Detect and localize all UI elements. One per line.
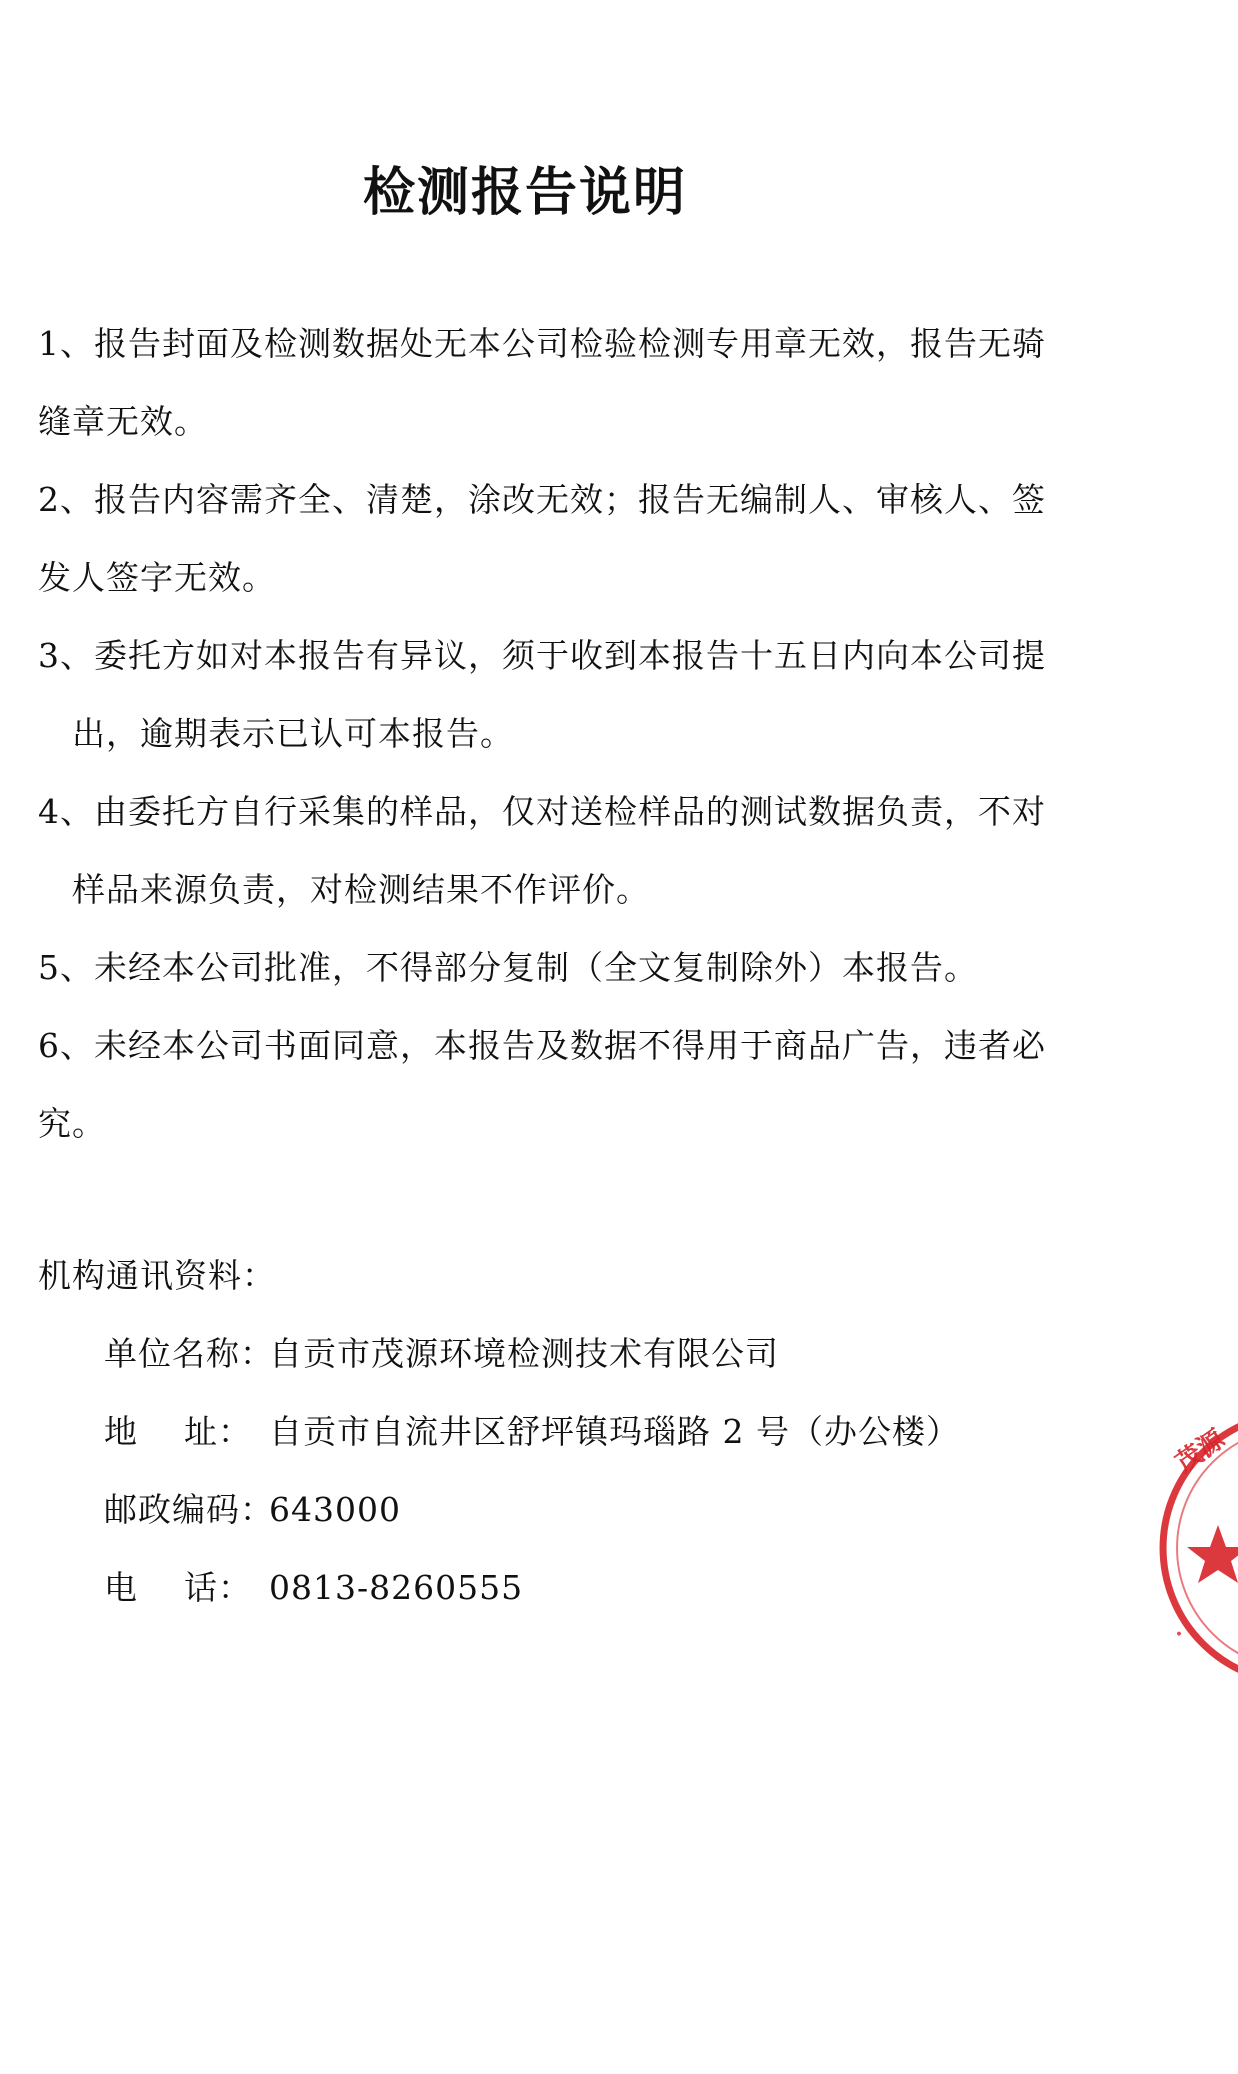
contact-value-address: 自贡市自流井区舒坪镇玛瑙路 2 号（办公楼） [269,1412,960,1451]
contact-label-phone: 电 话： [104,1568,252,1607]
contact-heading: 机构通讯资料： [38,1256,276,1295]
clause-2 [38,461,1046,617]
contact-label-address: 地 址： [104,1412,252,1451]
clause-3 [38,617,1046,773]
clause-3-line-2: 出，逾期表示已认可本报告。 [72,714,514,753]
clause-4 [38,773,1046,929]
clause-6 [38,1007,1046,1163]
contact-label-company: 单位名称： [104,1334,274,1373]
seal-star [1187,1525,1238,1583]
clause-1-line-2: 缝章无效。 [38,402,208,441]
contact-row-phone [104,1566,523,1610]
clause-2-line-2: 发人签字无效。 [38,558,276,597]
clause-4-line-2: 样品来源负责，对检测结果不作评价。 [72,870,650,909]
contact-row-postcode [104,1488,401,1532]
page-title: 检测报告说明 [362,163,687,223]
clause-6-line-1: 6、未经本公司书面同意，本报告及数据不得用于商品广告，违者必 [38,1026,1046,1065]
contact-row-company [104,1332,779,1376]
contact-value-postcode: 643000 [269,1490,401,1529]
contact-row-address [104,1410,960,1454]
clause-4-line-1: 4、由委托方自行采集的样品，仅对送检样品的测试数据负责，不对 [38,792,1046,831]
clause-3-line-1: 3、委托方如对本报告有异议，须于收到本报告十五日内向本公司提 [38,636,1046,675]
contact-value-company: 自贡市茂源环境检测技术有限公司 [269,1334,779,1373]
company-seal-stamp [1148,1395,1238,1695]
clause-2-line-1: 2、报告内容需齐全、清楚，涂改无效；报告无编制人、审核人、签 [38,480,1046,519]
contact-label-postcode: 邮政编码： [104,1490,274,1529]
clause-1 [38,305,1046,461]
svg-text:·: · [1167,1621,1190,1647]
clause-6-line-2: 究。 [38,1104,106,1143]
clause-1-line-1: 1、报告封面及检测数据处无本公司检验检测专用章无效，报告无骑 [38,324,1046,363]
seal-text: 茂源 [1170,1424,1231,1479]
contact-value-phone: 0813-8260555 [269,1568,524,1607]
clause-5 [38,929,1028,1007]
clause-5-line-1: 5、未经本公司批准，不得部分复制（全文复制除外）本报告。 [38,948,978,987]
